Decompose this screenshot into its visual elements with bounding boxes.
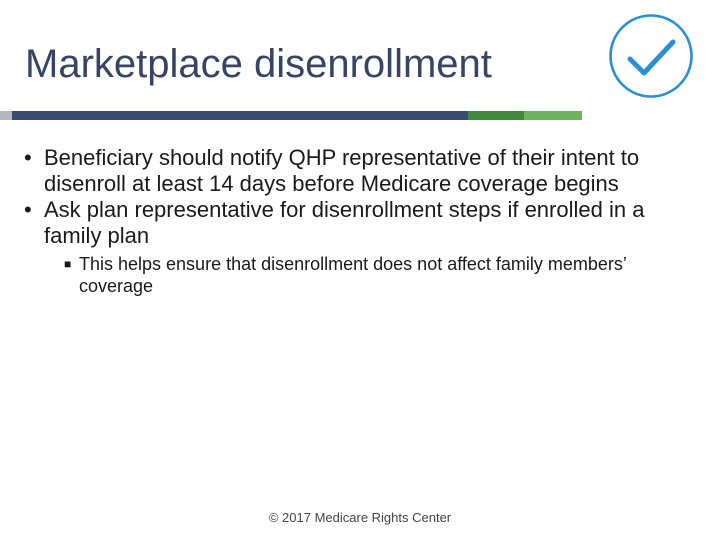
bullet-dot-icon: •	[24, 197, 32, 222]
bar-segment-light-green	[524, 111, 582, 120]
bar-segment-navy	[12, 111, 468, 120]
bar-segment-gray	[0, 111, 12, 120]
bullet-item	[24, 145, 684, 197]
bar-segment-dark-green	[468, 111, 524, 120]
square-bullet-icon: ■	[64, 257, 72, 271]
bullet-text: Ask plan representative for disenrollment steps if enrolled in a family plan	[44, 197, 645, 248]
footer-copyright: © 2017 Medicare Rights Center	[268, 510, 452, 525]
title-underline-bar	[0, 111, 720, 120]
slide-title: Marketplace disenrollment	[25, 42, 492, 86]
sub-bullet-text: This helps ensure that disenrollment does not affect family members’ coverage	[79, 254, 627, 296]
bullet-dot-icon: •	[24, 145, 32, 170]
bullet-text: Beneficiary should notify QHP representative of their intent to disenroll at least 14 days before Medicare coverage begins	[44, 145, 640, 196]
slide-body	[24, 145, 684, 297]
checkmark-circle-icon	[608, 13, 694, 99]
bullet-item	[24, 197, 684, 249]
sub-bullet-item	[64, 253, 684, 297]
